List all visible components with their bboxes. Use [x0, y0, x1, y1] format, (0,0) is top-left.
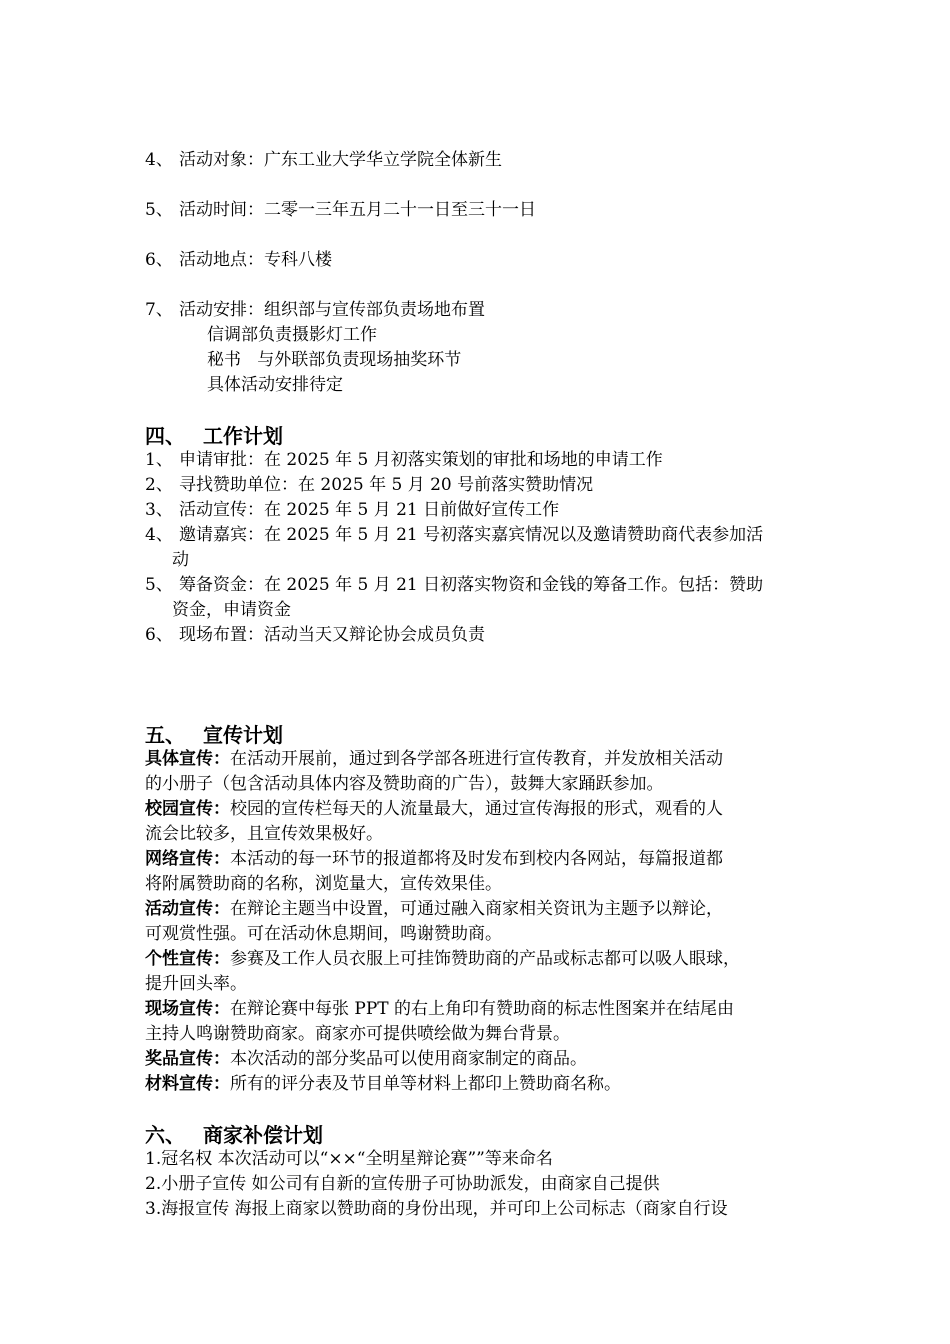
promo-label: 校园宣传：	[145, 799, 230, 819]
item-number: 4、	[145, 150, 173, 170]
promo-label: 网络宣传：	[145, 849, 230, 869]
section-title: 工作计划	[203, 424, 283, 448]
item-number: 5、	[145, 575, 173, 595]
item-number: 6、	[145, 625, 173, 645]
list-item	[145, 198, 536, 223]
compensation-item: 3.海报宣传 海报上商家以赞助商的身份出现，并可印上公司标志（商家自行设	[145, 1199, 728, 1219]
list-item	[145, 298, 485, 323]
promo-item	[145, 897, 723, 922]
promo-item	[145, 847, 723, 872]
item-text: 活动时间：二零一三年五月二十一日至三十一日	[179, 200, 536, 220]
arrangement-line: 秘书 与外联部负责现场抽奖环节	[207, 350, 462, 370]
item-text: 申请审批：在 2025 年 5 月初落实策划的审批和场地的申请工作	[179, 450, 663, 470]
list-item	[145, 623, 485, 648]
promo-text: 所有的评分表及节目单等材料上都印上赞助商名称。	[230, 1074, 621, 1094]
promo-text: 本活动的每一环节的报道都将及时发布到校内各网站，每篇报道都	[230, 849, 723, 869]
list-item	[145, 248, 332, 273]
promo-text: 在辩论主题当中设置，可通过融入商家相关资讯为主题予以辩论，	[230, 899, 723, 919]
item-continuation: 资金，申请资金	[172, 600, 291, 620]
list-item	[145, 148, 502, 173]
promo-item	[145, 797, 723, 822]
promo-text-line: 主持人鸣谢赞助商家。商家亦可提供喷绘做为舞台背景。	[145, 1024, 570, 1044]
section-number: 六、	[145, 1123, 185, 1147]
item-text: 寻找赞助单位：在 2025 年 5 月 20 号前落实赞助情况	[179, 475, 594, 495]
item-number: 4、	[145, 525, 173, 545]
promo-label: 现场宣传：	[145, 999, 230, 1019]
list-item	[145, 498, 559, 523]
promo-text-line: 的小册子（包含活动具体内容及赞助商的广告），鼓舞大家踊跃参加。	[145, 774, 664, 794]
item-text: 筹备资金：在 2025 年 5 月 21 日初落实物资和金钱的筹备工作。包括：赞助	[179, 575, 764, 595]
promo-text: 本次活动的部分奖品可以使用商家制定的商品。	[230, 1049, 587, 1069]
item-number: 3、	[145, 500, 173, 520]
section-number: 五、	[145, 723, 185, 747]
list-item	[145, 448, 663, 473]
promo-label: 个性宣传：	[145, 949, 230, 969]
promo-text: 校园的宣传栏每天的人流量最大，通过宣传海报的形式，观看的人	[230, 799, 723, 819]
item-number: 6、	[145, 250, 173, 270]
item-number: 2、	[145, 475, 173, 495]
promo-text: 参赛及工作人员衣服上可挂饰赞助商的产品或标志都可以吸人眼球，	[230, 949, 740, 969]
promo-text-line: 提升回头率。	[145, 974, 247, 994]
list-item	[145, 473, 593, 498]
item-text: 活动安排：组织部与宣传部负责场地布置	[179, 300, 485, 320]
promo-text-line: 流会比较多，且宣传效果极好。	[145, 824, 383, 844]
arrangement-line: 信调部负责摄影灯工作	[207, 325, 377, 345]
promo-text: 在辩论赛中每张 PPT 的右上角印有赞助商的标志性图案并在结尾由	[230, 999, 735, 1019]
section-heading	[145, 722, 283, 748]
item-text: 活动对象：广东工业大学华立学院全体新生	[179, 150, 502, 170]
item-text: 活动宣传：在 2025 年 5 月 21 日前做好宣传工作	[179, 500, 560, 520]
item-number: 7、	[145, 300, 173, 320]
section-title: 宣传计划	[203, 723, 283, 747]
item-text: 邀请嘉宾：在 2025 年 5 月 21 号初落实嘉宾情况以及邀请赞助商代表参加活	[179, 525, 764, 545]
promo-item	[145, 1047, 587, 1072]
section-title: 商家补偿计划	[203, 1123, 323, 1147]
list-item	[145, 523, 763, 548]
promo-item	[145, 747, 723, 772]
arrangement-line: 具体活动安排待定	[207, 375, 343, 395]
promo-label: 活动宣传：	[145, 899, 230, 919]
promo-text-line: 可观赏性强。可在活动休息期间，鸣谢赞助商。	[145, 924, 502, 944]
promo-text: 在活动开展前，通过到各学部各班进行宣传教育，并发放相关活动	[230, 749, 723, 769]
promo-label: 具体宣传：	[145, 749, 230, 769]
list-item	[145, 573, 763, 598]
item-number: 5、	[145, 200, 173, 220]
compensation-item: 2.小册子宣传 如公司有自新的宣传册子可协助派发，由商家自己提供	[145, 1174, 660, 1194]
promo-item	[145, 947, 740, 972]
section-heading	[145, 423, 283, 449]
item-continuation: 动	[172, 550, 189, 570]
promo-item	[145, 1072, 621, 1097]
compensation-item: 1.冠名权 本次活动可以“××“全明星辩论赛””等来命名	[145, 1149, 553, 1169]
section-number: 四、	[145, 424, 185, 448]
section-heading	[145, 1122, 323, 1148]
promo-label: 材料宣传：	[145, 1074, 230, 1094]
item-text: 活动地点：专科八楼	[179, 250, 332, 270]
item-text: 现场布置：活动当天又辩论协会成员负责	[179, 625, 485, 645]
promo-item	[145, 997, 734, 1022]
promo-label: 奖品宣传：	[145, 1049, 230, 1069]
promo-text-line: 将附属赞助商的名称，浏览量大，宣传效果佳。	[145, 874, 502, 894]
item-number: 1、	[145, 450, 173, 470]
